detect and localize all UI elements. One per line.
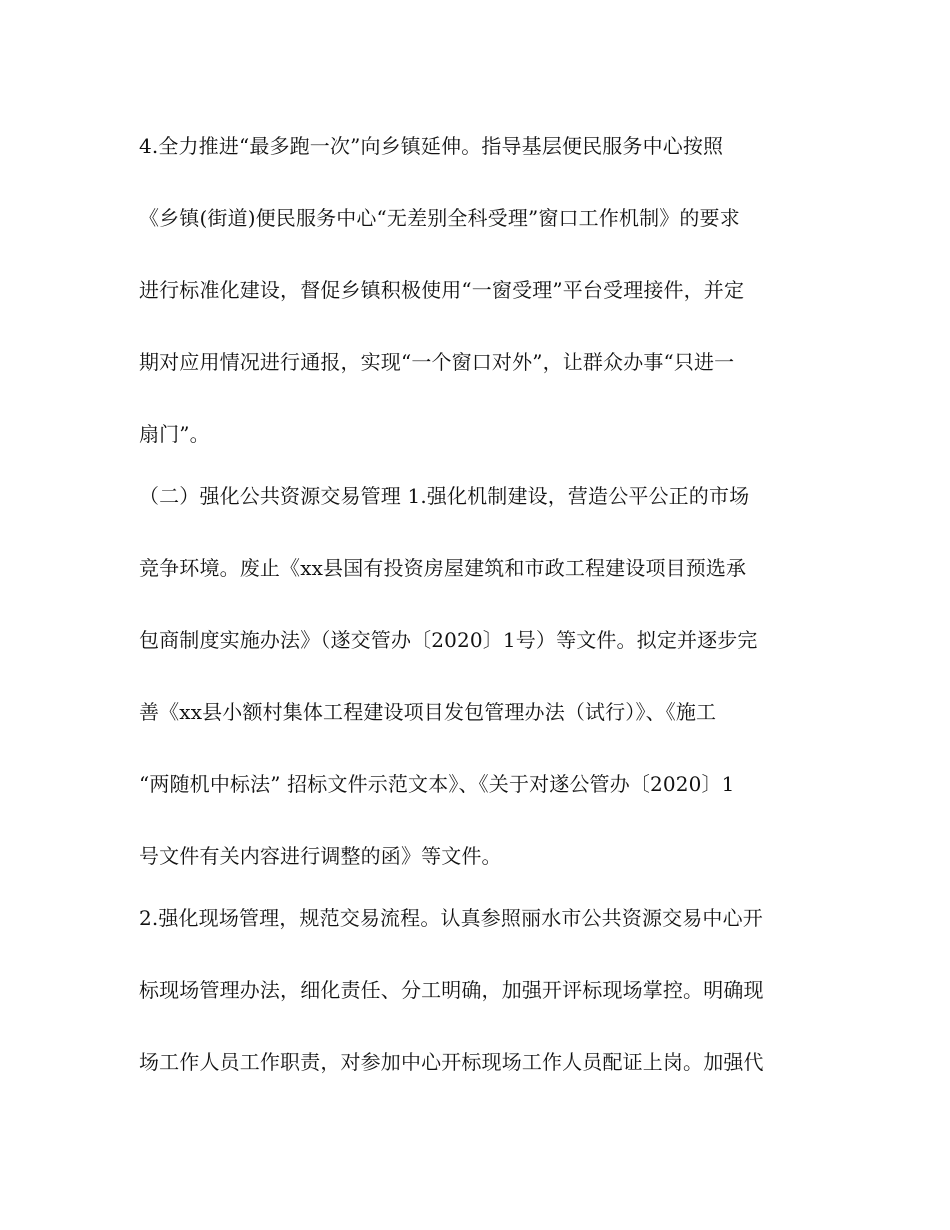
text-line-13: 标现场管理办法，细化责任、分工明确，加强开评标现场掌控。明确现: [139, 978, 764, 1002]
text-line-5: 扇门”。: [139, 422, 210, 446]
text-line-11: 号文件有关内容进行调整的函》等文件。: [139, 844, 502, 868]
text-line-9: 善《xx县小额村集体工程建设项目发包管理办法（试行）》、《施工: [139, 700, 717, 724]
text-line-4: 期对应用情况进行通报，实现“一个窗口对外”，让群众办事“只进一: [139, 350, 735, 374]
text-line-2: 《乡镇(街道)便民服务中心“无差别全科受理”窗口工作机制》的要求: [139, 206, 740, 230]
text-line-3: 进行标准化建设，督促乡镇积极使用“一窗受理”平台受理接件，并定: [139, 278, 745, 302]
text-line-7: 竞争环境。废止《xx县国有投资房屋建筑和市政工程建设项目预选承: [139, 556, 747, 580]
text-line-12: 2.强化现场管理，规范交易流程。认真参照丽水市公共资源交易中心开: [139, 906, 763, 930]
text-line-8: 包商制度实施办法》（遂交管办〔2020〕1号）等文件。拟定并逐步完: [139, 628, 758, 652]
text-line-6: （二）强化公共资源交易管理 1.强化机制建设，营造公平公正的市场: [139, 484, 750, 508]
text-line-14: 场工作人员工作职责，对参加中心开标现场工作人员配证上岗。加强代: [139, 1050, 764, 1074]
text-line-1: 4.全力推进“最多跑一次”向乡镇延伸。指导基层便民服务中心按照: [139, 134, 724, 158]
text-line-10: “两随机中标法” 招标文件示范文本》、《关于对遂公管办〔2020〕1: [139, 772, 735, 796]
